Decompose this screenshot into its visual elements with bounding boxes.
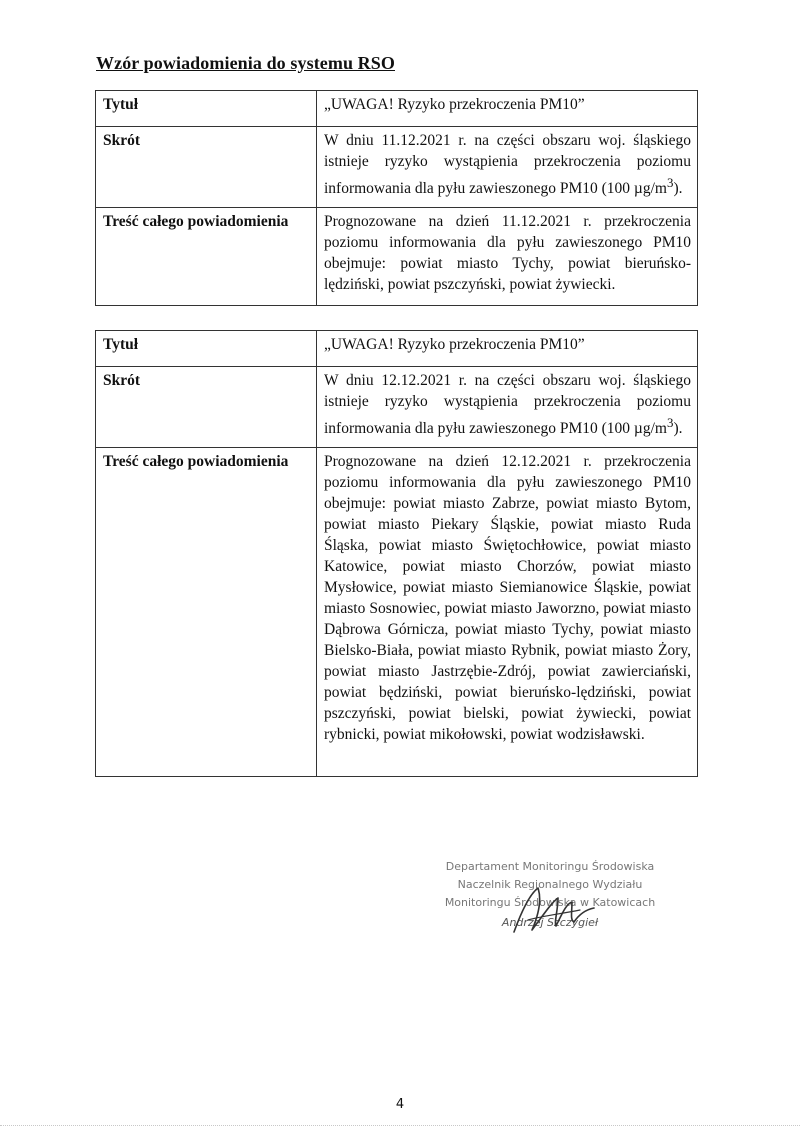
notice-short-end: ). <box>673 180 683 198</box>
notice-title: „UWAGA! Ryzyko przekroczenia PM10” <box>317 91 698 127</box>
notice-full: Prognozowane na dzień 12.12.2021 r. przekroczenia poziomu informowania dla pyłu zawieszonego PM10 obejmuje: powiat miasto Zabrze, powiat miasto Bytom, powiat miasto Piekary Śląskie, powiat miasto Ruda Śląska, powiat miasto Świętochłowice, powiat miasto Katowice, powiat miasto Chorzów, powiat miasto Mysłowice, powiat miasto Siemianowice Śląskie, powiat miasto Sosnowiec, powiat miasto Jaworzno, powiat miasto Dąbrowa Górnicza, powiat miasto Tychy, powiat miasto Bielsko-Biała, powiat miasto Rybnik, powiat miasto Żory, powiat miasto Jastrzębie-Zdrój, powiat zawierciański, powiat będziński, powiat bieruńsko-lędziński, powiat pszczyński, powiat bielski, powiat żywiecki, powiat rybnicki, powiat mikołowski, powiat wodzisławski. <box>317 448 698 777</box>
table-row-title <box>96 331 698 367</box>
label-short: Skrót <box>96 367 317 448</box>
unit-superscript: 3 <box>666 415 674 430</box>
label-short: Skrót <box>96 127 317 208</box>
notice-short-text: W dniu 11.12.2021 r. na części obszaru woj. śląskiego istnieje ryzyko wystąpienia przekroczenia poziomu informowania dla pyłu zawieszonego PM10 (100 µg/m <box>324 132 691 198</box>
notification-table-2 <box>95 330 698 777</box>
table-row-short <box>96 367 698 448</box>
notification-table-1 <box>95 90 698 306</box>
label-full: Treść całego powiadomienia <box>96 208 317 306</box>
page-number: 4 <box>395 1097 405 1112</box>
table-row-full <box>96 448 698 777</box>
table-row-full <box>96 208 698 306</box>
label-full: Treść całego powiadomienia <box>96 448 317 777</box>
signature-position: Naczelnik Regionalnego Wydziału <box>457 878 643 891</box>
handwritten-signature <box>508 880 598 940</box>
signature-office: Monitoringu Środowiska w Katowicach <box>444 896 656 909</box>
signature-name: Andrzej Szczygieł <box>501 916 599 929</box>
notice-full: Prognozowane na dzień 11.12.2021 r. przekroczenia poziomu informowania dla pyłu zawieszonego PM10 obejmuje: powiat miasto Tychy, powiat bieruńsko-lędziński, powiat pszczyński, powiat żywiecki. <box>317 208 698 306</box>
page-title: Wzór powiadomienia do systemu RSO <box>96 53 395 73</box>
notice-short <box>317 127 698 208</box>
unit-superscript: 3 <box>666 175 674 190</box>
scan-edge-line <box>0 1125 800 1126</box>
notice-short-end: ). <box>673 420 683 438</box>
table-row-title <box>96 91 698 127</box>
label-title: Tytuł <box>96 331 317 367</box>
table-row-short <box>96 127 698 208</box>
notice-short-text: W dniu 12.12.2021 r. na części obszaru woj. śląskiego istnieje ryzyko wystąpienia przekroczenia poziomu informowania dla pyłu zawieszonego PM10 (100 µg/m <box>324 372 691 438</box>
label-title: Tytuł <box>96 91 317 127</box>
signature-department: Departament Monitoringu Środowiska <box>445 860 655 873</box>
notice-title: „UWAGA! Ryzyko przekroczenia PM10” <box>317 331 698 367</box>
notice-short <box>317 367 698 448</box>
